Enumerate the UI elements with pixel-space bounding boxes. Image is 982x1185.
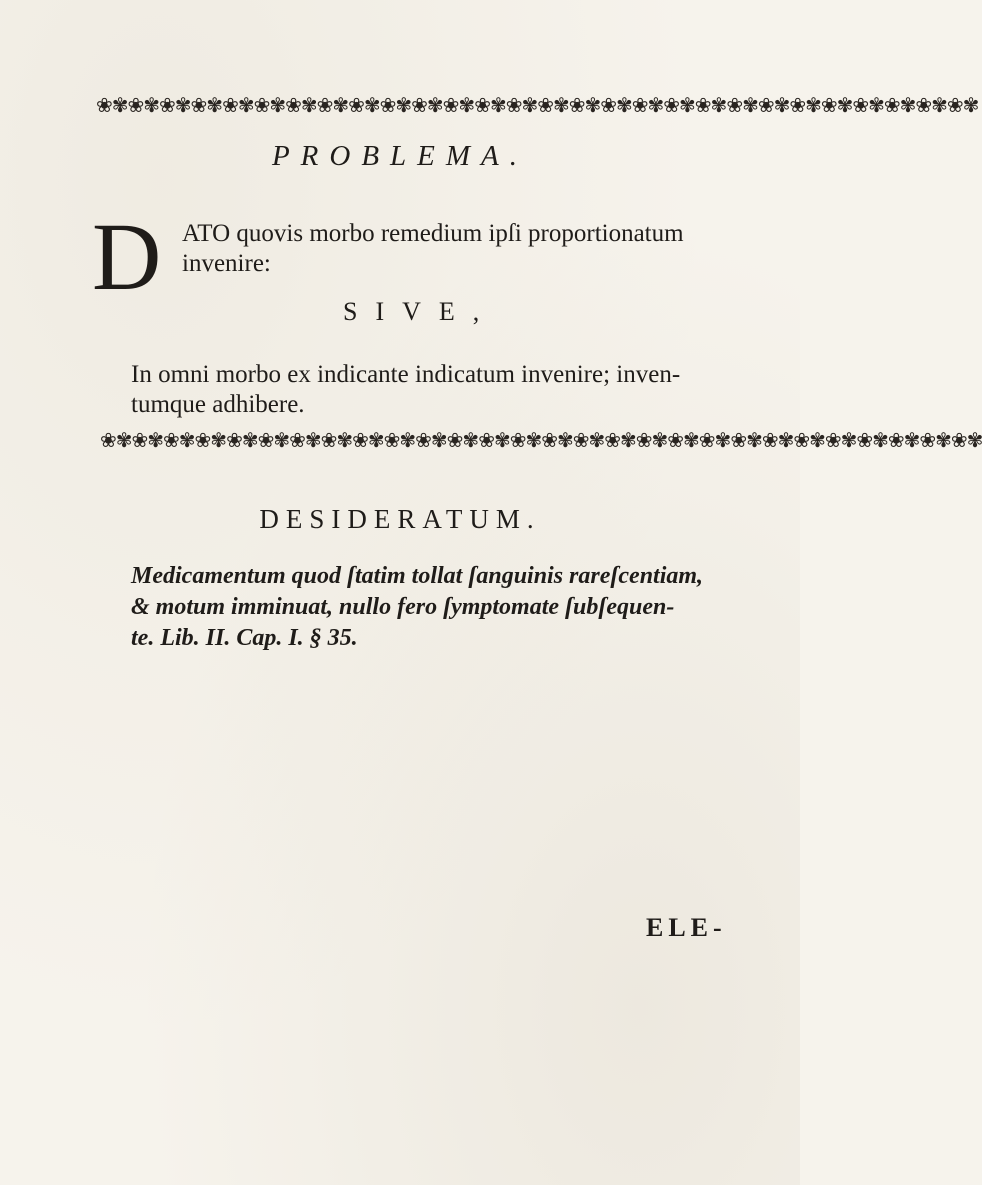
sive-heading: SIVE,: [343, 297, 498, 326]
problema-line-4: tumque adhibere.: [131, 391, 305, 418]
desideratum-line-3: te. Lib. II. Cap. I. § 35.: [131, 625, 358, 651]
desideratum-line-2: & motum imminuat, nullo fero ſymptomate ſubſequen-: [131, 594, 675, 620]
middle-ornament-band: ❀✾❀✾❀✾❀✾❀✾❀✾❀✾❀✾❀✾❀✾❀✾❀✾❀✾❀✾❀✾❀✾❀✾❀✾❀✾❀✾❀✾❀✾❀✾❀✾❀✾❀✾❀✾❀✾: [100, 428, 982, 452]
problema-line-1: ATO quovis morbo remedium ipſi proportionatum: [182, 220, 684, 247]
problema-line-2: invenire:: [182, 250, 271, 277]
top-ornament-band: ❀✾❀✾❀✾❀✾❀✾❀✾❀✾❀✾❀✾❀✾❀✾❀✾❀✾❀✾❀✾❀✾❀✾❀✾❀✾❀✾❀✾❀✾❀✾❀✾❀✾❀✾❀✾❀✾: [96, 93, 979, 117]
desideratum-line-1: Medicamentum quod ſtatim tollat ſanguinis rareſcentiam,: [131, 563, 704, 589]
drop-cap: D: [92, 203, 162, 310]
problema-heading: PROBLEMA.: [271, 140, 529, 172]
problema-line-3: In omni morbo ex indicante indicatum invenire; inven-: [131, 361, 681, 388]
catchword: ELE-: [646, 913, 727, 942]
desideratum-heading: DESIDERATUM.: [259, 504, 541, 534]
